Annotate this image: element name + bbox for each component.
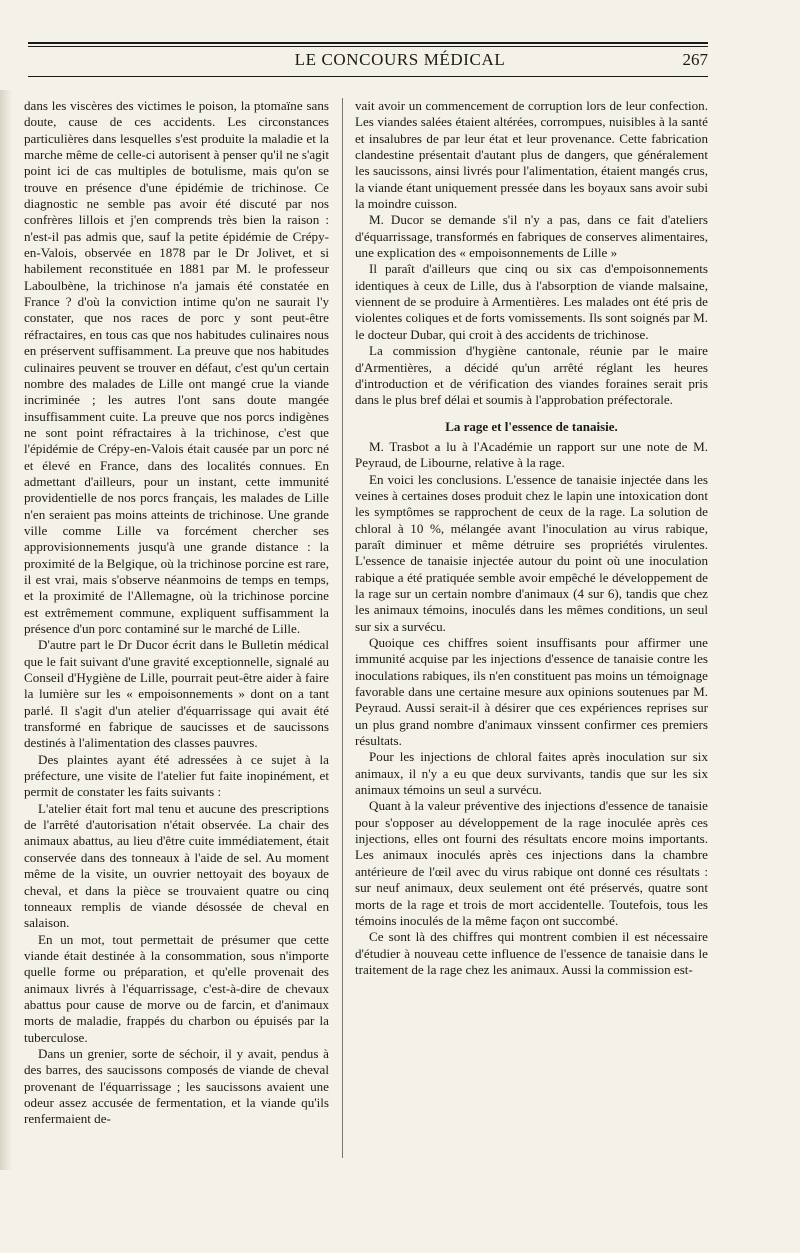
paragraph: Ce sont là des chiffres qui montrent combien il est nécessaire d'étudier à nouveau cette influence de l'essence de tanaisie dans le traitement de la rage chez les animaux. Aussi la commission est- — [355, 929, 708, 977]
paragraph: Il paraît d'ailleurs que cinq ou six cas d'empoisonnements identiques à ceux de Lille, dus à l'absorption de viande malsaine, viennent de se produire à Armentières. Les malades ont été pris de violentes coliques et de forts vomissements. Ils sont soignés par M. le docteur Dubar, qui croit à des accidents de trichinose. — [355, 261, 708, 342]
paragraph: M. Trasbot a lu à l'Académie un rapport sur une note de M. Peyraud, de Libourne, relative à la rage. — [355, 438, 708, 471]
journal-title: LE CONCOURS MÉDICAL — [294, 50, 506, 69]
section-heading: La rage et l'essence de tanaisie. — [445, 418, 618, 434]
page-number: 267 — [682, 50, 708, 69]
paragraph: Des plaintes ayant été adressées à ce sujet à la préfecture, une visite de l'atelier fut faite inopinément, et permit de constater les faits suivants : — [24, 751, 329, 800]
paragraph: Quoique ces chiffres soient insuffisants pour affirmer une immunité acquise par les injections d'essence de tanaisie contre les inoculations rabiques, ils n'en constituent pas moins un témoignage favorable dans une certaine mesure aux opinions soutenues par M. Peyraud. Aussi serait-il à désirer que ces expériences reprises sur un plus grand nombre d'animaux vinssent confirmer ces premiers résultats. — [355, 635, 708, 749]
right-column — [355, 98, 708, 978]
paragraph: La commission d'hygiène cantonale, réunie par le maire d'Armentières, a décidé qu'un arrêté réglant les heures d'introduction et de vérification des viandes foraines serait pris dans le plus bref délai et soumis à l'approbation préfectorale. — [355, 343, 708, 408]
paragraph: Pour les injections de chloral faites après inoculation sur six animaux, il n'y a eu que deux survivants, tandis que sur les six animaux témoins un seul a survécu. — [355, 749, 708, 798]
paragraph: Dans un grenier, sorte de séchoir, il y avait, pendus à des barres, des saucissons composés de viande de cheval provenant de l'équarrissage ; les saucissons avaient une odeur assez accusée de fermentation, et la viande qu'ils renfermaient de- — [24, 1045, 329, 1127]
column-divider — [342, 98, 343, 1158]
paragraph: Quant à la valeur préventive des injections d'essence de tanaisie pour s'opposer au développement de la rage inoculée après ces injections, elles ont fourni des résultats encore moins importants. Les animaux inoculés après ces injections dans la chambre antérieure de l'œil avec du virus rabique ont donné ces résultats : sur neuf animaux, deux seulement ont été préservés, quatre sont morts de la rage et trois de mort accidentelle. Toutefois, tous les témoins inoculés de la même façon ont succombé. — [355, 798, 708, 928]
paragraph: D'autre part le Dr Ducor écrit dans le Bulletin médical que le fait suivant d'une gravité exceptionnelle, signalé au Conseil d'Hygiène de Lille, pourrait peut-être aider à faire la lumière sur les « empoisonnements » dont on a tant parlé. Il s'agit d'un atelier d'équarrissage qui avait été transformé en fabrique de saucisses et de saucissons destinés à l'alimentation des classes pauvres. — [24, 637, 329, 751]
paragraph: M. Ducor se demande s'il n'y a pas, dans ce fait d'ateliers d'équarrissage, transformés en fabriques de conserves alimentaires, une explication des « empoisonnements de Lille » — [355, 212, 708, 261]
page-edge-shadow — [0, 90, 12, 1170]
paragraph: L'atelier était fort mal tenu et aucune des prescriptions de l'arrêté d'autorisation n'était observée. La chair des animaux abattus, au lieu d'être cuite immédiatement, était conservée dans des tonneaux à l'aide de sel. Au moment même de la visite, un ouvrier nettoyait des boyaux de cheval, et dans la pièce se trouvaient quatre ou cinq tonneaux remplis de viande désossée de cheval en salaison. — [24, 800, 329, 931]
header-underline — [28, 76, 708, 77]
paragraph: En un mot, tout permettait de présumer que cette viande était destinée à la consommation, sous n'importe quelle forme ou préparation, et qu'elle provenait des animaux livrés à l'équarrissage, c'est-à-dire de chevaux abattus pour cause de morve ou de farcin, et d'animaux morts de maladie, frappés du charbon ou épuisés par la tuberculose. — [24, 931, 329, 1045]
header-rule-thick — [28, 42, 708, 44]
left-column — [24, 98, 329, 1128]
paragraph: En voici les conclusions. L'essence de tanaisie injectée dans les veines à certaines doses produit chez le lapin une intoxication dont les symptômes se rapprochent de ceux de la rage. La solution de chloral à 10 %, mélangée avant l'inoculation au virus rabique, paraît diminuer et même détruire ses propriétés virulentes. L'essence de tanaisie injectée autour du point où une inoculation rabique a été pratiquée semble avoir empêché le développement de la rage sur un certain nombre d'animaux (4 sur 6), tandis que chez les animaux témoins, inoculés dans les mêmes conditions, un seul sur six a survécu. — [355, 471, 708, 634]
header-rule-thin — [28, 46, 708, 47]
paragraph: dans les viscères des victimes le poison, la ptomaïne sans doute, cause de ces accidents. Les circonstances particulières dans lesquelles s'est produite la maladie et la marche même de celle-ci autorisent à penser qu'il ne s'agit point ici de cas multiples de botulisme, mais qu'on se trouve en présence d'une épidémie de trichinose. Ce diagnostic ne semble pas avoir été discuté par nos confrères lillois et j'en comprends très bien la raison : n'est-il pas admis que, sauf la petite épidémie de Crépy-en-Valois, observée en 1878 par le Dr Jolivet, et si habilement reconstituée en 1881 par M. le professeur Laboulbène, la trichinose n'a jamais été constatée en France ? d'où la conviction intime qu'on ne saurait l'y constater, que nos races de porc y sont peut-être réfractaires, en tous cas que nos habitudes culinaires nous en préservent suffisamment. La preuve que nos habitudes culinaires peuvent se trouver en défaut, c'est qu'un certain nombre des malades de Lille ont mangé crue la viande incriminée ; les autres l'ont sans doute mangée insuffisamment cuite. La preuve que nos porcs indigènes ne sont point réfractaires à la trichinose, c'est que l'épidémie de Crépy-en-Valois était causée par un porc né et élevé en France, dans des localités connues. En admettant d'ailleurs, pour un instant, cette immunité providentielle de nos porcs français, les malades de Lille n'en seraient pas moins atteints de trichinose. Une grande ville comme Lille va forcément chercher ses approvisionnements jusqu'à une grande distance : la proximité de la Belgique, où la trichinose porcine est rare, il est vrai, mais s'observe néanmoins de temps en temps, et la proximité de l'Allemagne, où la trichinose porcine est extrêmement commune, expliquent suffisamment la présence d'un porc contaminé sur le marché de Lille. — [24, 98, 329, 636]
paragraph: vait avoir un commencement de corruption lors de leur confection. Les viandes salées étaient altérées, corrompues, nuisibles à la santé et insalubres de par leur état et leur provenance. Cette fabrication clandestine présentait d'autant plus de dangers, que généralement les saucissons, ainsi livrés pour l'alimentation, étaient mangés crus, la viande étant uniquement pressée dans les boyaux sans avoir subi la moindre cuisson. — [355, 98, 708, 212]
